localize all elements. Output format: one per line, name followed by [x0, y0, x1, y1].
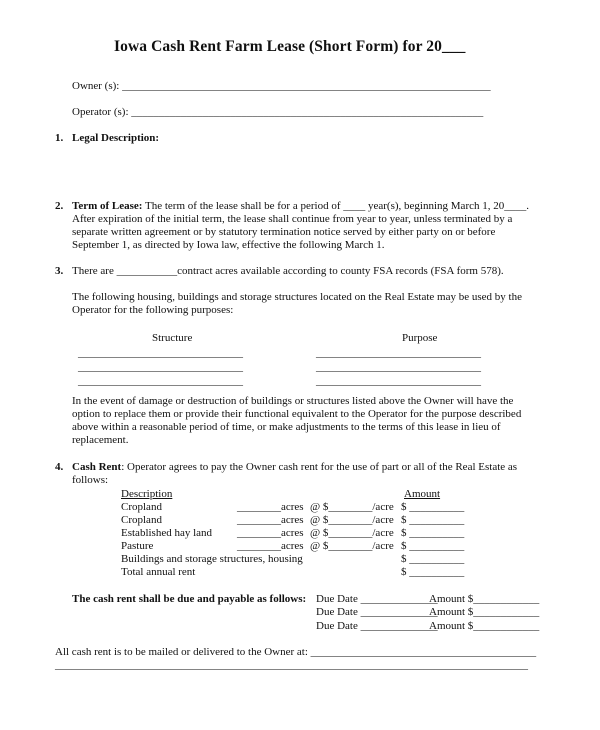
rent-row-acres: ________acres — [237, 514, 304, 526]
rent-row-amount: $ __________ — [401, 566, 465, 578]
section-4-label: Cash Rent — [72, 461, 122, 473]
rent-row-desc: Total annual rent — [121, 566, 196, 578]
section-4-line-1: Cash Rent: Operator agrees to pay the Owner cash rent for the use of part or all of the Real Estate as — [72, 461, 518, 473]
page-title: Iowa Cash Rent Farm Lease (Short Form) for 20___ — [114, 38, 466, 55]
due-amount-2: Amount $____________ — [429, 606, 540, 618]
structure-blank-1: ______________________________ — [78, 347, 243, 359]
operator-line: Operator (s): ________________________________________________________________ — [72, 106, 484, 118]
section-2-line-3: separate written agreement or by statutory termination notice served by either party on or before — [72, 226, 496, 238]
rent-row-acres: ________acres — [237, 527, 304, 539]
due-label: The cash rent shall be due and payable as follows: — [72, 593, 307, 605]
due-amount-3: Amount $____________ — [429, 620, 540, 632]
owner-line: Owner (s): ___________________________________________________________________ — [72, 80, 491, 92]
section-1-number: 1. — [55, 132, 64, 144]
rent-row-rate: @ $________/acre — [310, 540, 394, 552]
section-2-number: 2. — [55, 200, 64, 212]
rent-row-amount: $ __________ — [401, 527, 465, 539]
purpose-blank-1: ______________________________ — [316, 347, 481, 359]
structure-blank-3: ______________________________ — [78, 375, 243, 387]
description-header: Description — [121, 488, 173, 500]
section-2-line-2: After expiration of the initial term, the lease shall continue from year to year, unless terminated by a — [72, 213, 513, 225]
rent-row-desc: Cropland — [121, 514, 162, 526]
section-2-line-1: Term of Lease: The term of the lease shall be for a period of ____ year(s), beginning March 1, 20____. — [72, 200, 529, 212]
section-3-number: 3. — [55, 265, 64, 277]
section-3-para-line-1: The following housing, buildings and storage structures located on the Real Estate may be used by the — [72, 291, 522, 303]
due-date-2: Due Date ______________ — [316, 606, 438, 618]
section-2-line-4: September 1, as directed by Iowa law, effective the following March 1. — [72, 239, 385, 251]
rent-row-desc: Buildings and storage structures, housing — [121, 553, 303, 565]
purpose-column-header: Purpose — [402, 332, 438, 344]
purpose-blank-2: ______________________________ — [316, 361, 481, 373]
rent-row-amount: $ __________ — [401, 553, 465, 565]
rent-row-rate: @ $________/acre — [310, 501, 394, 513]
mail-line: All cash rent is to be mailed or delivered to the Owner at: _________________________________________ — [55, 646, 537, 658]
section-4-number: 4. — [55, 461, 64, 473]
rent-row-amount: $ __________ — [401, 501, 465, 513]
rent-row-amount: $ __________ — [401, 514, 465, 526]
due-date-1: Due Date ______________ — [316, 593, 438, 605]
rent-row-desc: Cropland — [121, 501, 162, 513]
damage-line-2: option to replace them or provide their functional equivalent to the Operator for the purpose described — [72, 408, 522, 420]
structure-column-header: Structure — [152, 332, 193, 344]
rent-row-acres: ________acres — [237, 540, 304, 552]
damage-line-1: In the event of damage or destruction of buildings or structures listed above the Owner will have the — [72, 395, 514, 407]
section-1-label: Legal Description: — [72, 132, 160, 144]
rent-row-amount: $ __________ — [401, 540, 465, 552]
purpose-blank-3: ______________________________ — [316, 375, 481, 387]
structure-blank-2: ______________________________ — [78, 361, 243, 373]
amount-header: Amount — [404, 488, 441, 500]
rent-row-desc: Pasture — [121, 540, 154, 552]
damage-line-3: above within a reasonable period of time, or make adjustments to the terms of this lease in lieu of — [72, 421, 501, 433]
rent-row-rate: @ $________/acre — [310, 514, 394, 526]
rent-row-desc: Established hay land — [121, 527, 213, 539]
section-4-line-2: follows: — [72, 474, 109, 486]
damage-line-4: replacement. — [72, 434, 129, 446]
section-3-acres-line: There are ___________contract acres available according to county FSA records (FSA form 578). — [72, 265, 504, 277]
rent-row-rate: @ $________/acre — [310, 527, 394, 539]
section-3-para-line-2: Operator for the following purposes: — [72, 304, 234, 316]
section-2-label: Term of Lease: — [72, 200, 143, 212]
rent-row-acres: ________acres — [237, 501, 304, 513]
due-date-3: Due Date ______________ — [316, 620, 438, 632]
mail-line-2: ______________________________________________________________________________________ — [55, 659, 528, 671]
due-amount-1: Amount $____________ — [429, 593, 540, 605]
